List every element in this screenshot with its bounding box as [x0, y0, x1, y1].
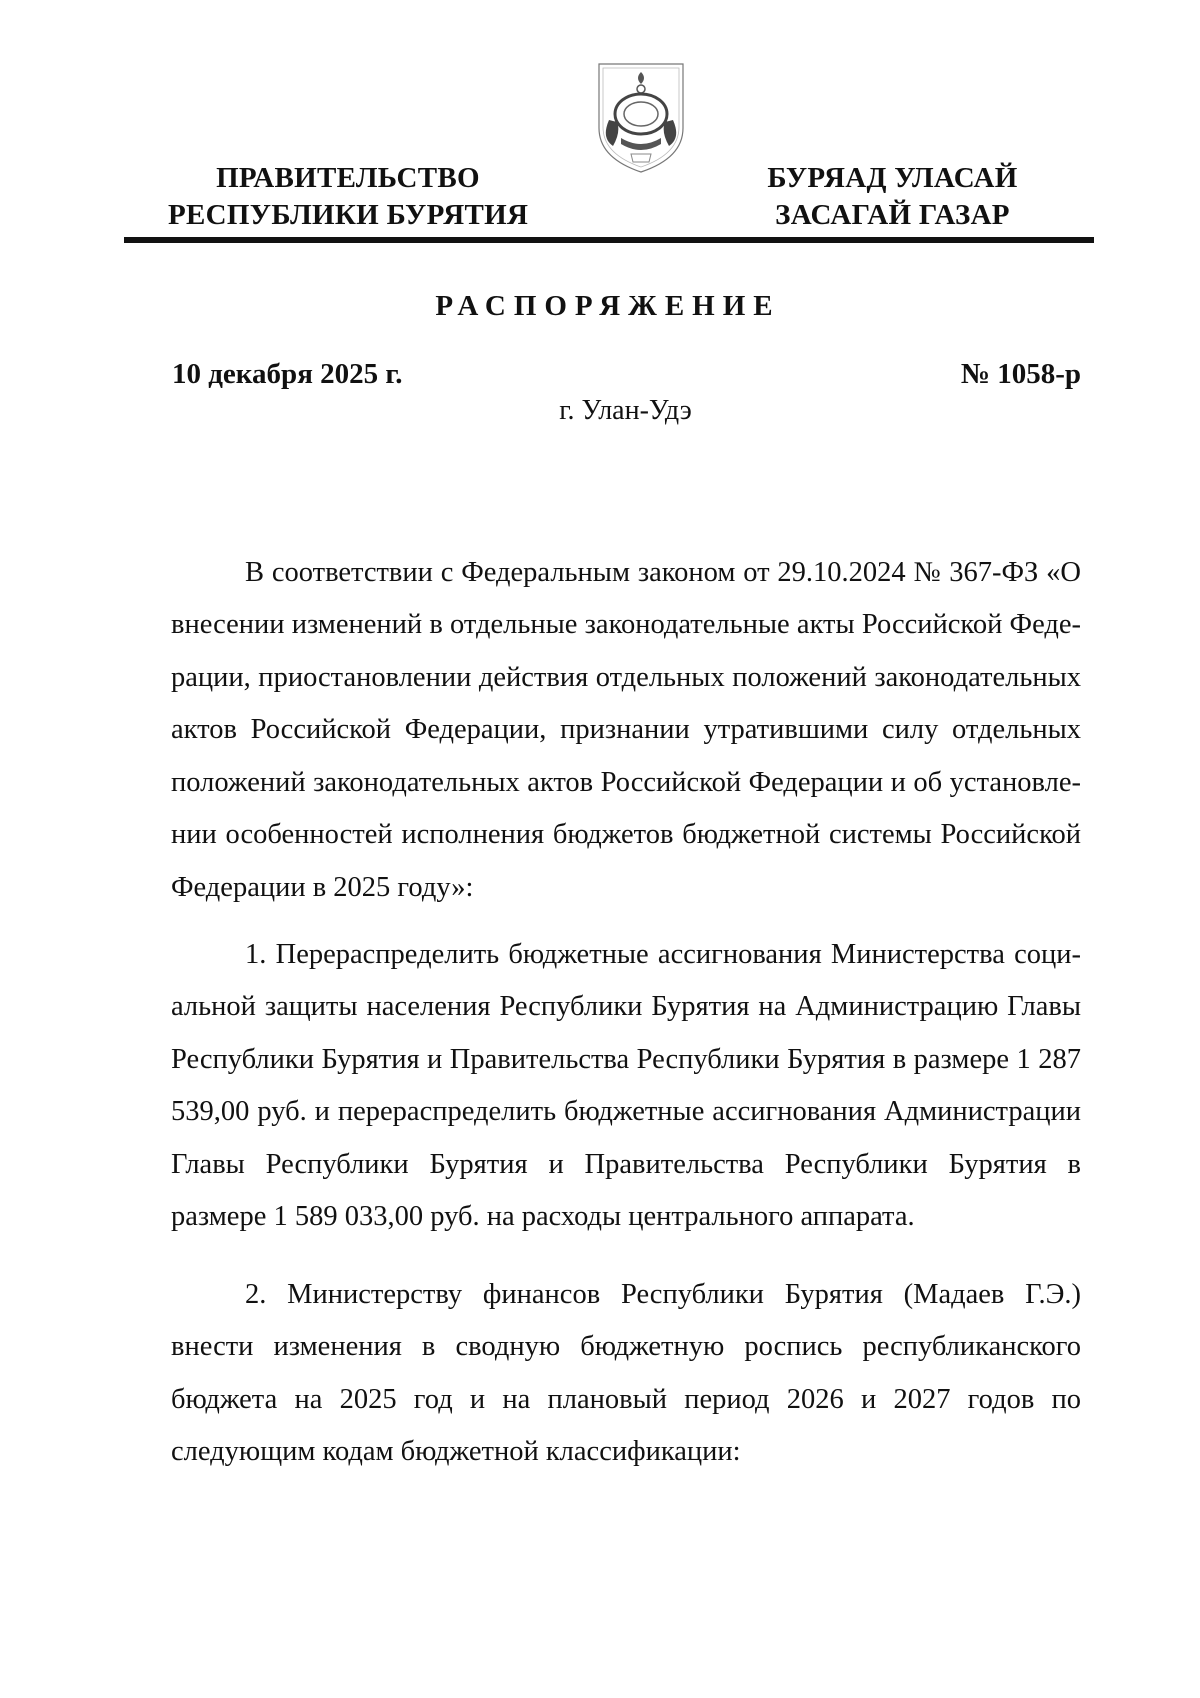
header-left-line2: РЕСПУБЛИКИ БУРЯТИЯ [168, 199, 529, 231]
coat-of-arms-icon [591, 58, 691, 178]
body-paragraph-item-1: 1. Перераспределить бюджетные ассигнования Министерства социальной защиты населения Республики Бурятия на Администрацию Главы Республики Бурятия и Правительства Республики Бурятия в размере 1 287 539,00 руб. и перераспределить бюджетные ассигнования Администрации Главы Республики Бурятия и Правительства Республики Бурятия в размере 1 589 033,00 руб. на расходы центрального аппарата. [171, 938, 1081, 1232]
body-paragraph-preamble: В соответствии с Федеральным законом от 29.10.2024 № 367-ФЗ «О внесении изменений в отдельные законодательные акты Российской Федерации, приостановлении действия отдельных положений законодательных актов Российской Федерации, признании утратившими силу отдельных положений законодательных актов Российской Федерации и об установлении особенностей исполнения бюджетов бюджетной системы Российской Федерации в 2025 году»: [171, 556, 1081, 903]
document-city: г. Улан-Удэ [559, 395, 692, 426]
document-number: № 1058-р [960, 358, 1081, 390]
header-right-block [740, 160, 1045, 234]
body-paragraph-item-2: 2. Министерству финансов Республики Бурятия (Мадаев Г.Э.) внести изменения в сводную бюджетную роспись республиканского бюджета на 2025 год и на плановый период 2026 и 2027 годов по следующим кодам бюджетной классификации: [171, 1278, 1081, 1467]
document-date: 10 декабря 2025 г. [172, 358, 403, 390]
header-right-line1: БУРЯАД УЛАСАЙ [767, 162, 1018, 194]
header-right-line2: ЗАСАГАЙ ГАЗАР [775, 199, 1010, 231]
header-left-line1: ПРАВИТЕЛЬСТВО [216, 162, 480, 194]
header-divider [124, 237, 1094, 243]
header-left-block [168, 160, 528, 234]
document-title: РАСПОРЯЖЕНИЕ [435, 290, 781, 322]
